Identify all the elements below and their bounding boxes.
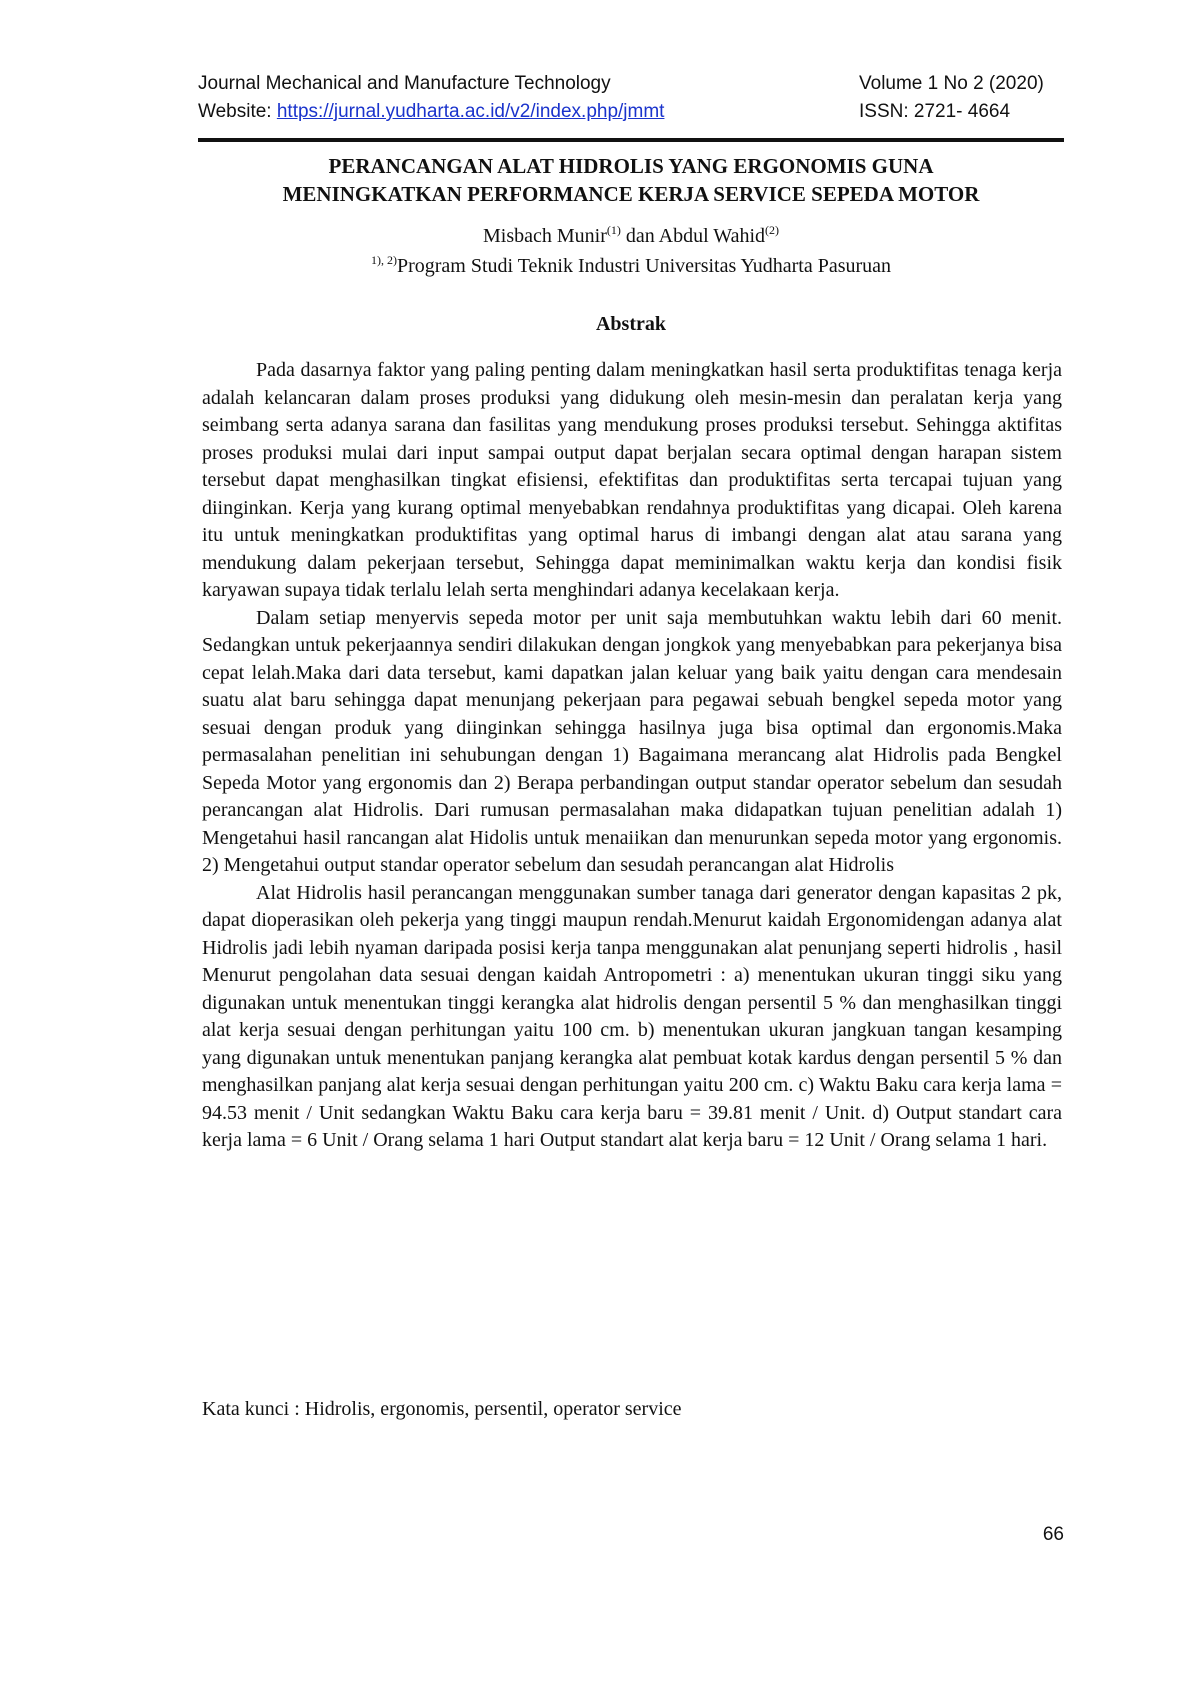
header-row-1 [198, 70, 1064, 98]
website-link[interactable]: https://jurnal.yudharta.ac.id/v2/index.php/jmmt [276, 101, 665, 122]
author-conjunction: dan [620, 225, 659, 247]
abstract-paragraph: Alat Hidrolis hasil perancangan menggunakan sumber tanaga dari generator dengan kapasitas 2 pk, dapat dioperasikan oleh pekerja yang tinggi maupun rendah.Menurut kaidah Ergonomidengan adanya alat Hidrolis jadi lebih nyaman daripada posisi kerja tanpa menggunakan alat penunjang seperti hidrolis , hasil Menurut pengolahan data sesuai dengan kaidah Antropometri : a) menentukan ukuran tinggi siku yang digunakan untuk menentukan tinggi kerangka alat hidrolis dengan persentil 5 % dan menghasilkan tinggi alat kerja sesuai dengan perhitungan yaitu 100 cm. b) menentukan ukuran jangkuan tangan kesamping yang digunakan untuk menentukan panjang kerangka alat pembuat kotak kardus dengan persentil 5 % dan menghasilkan panjang alat kerja sesuai dengan perhitungan yaitu 200 cm. c) Waktu Baku cara kerja lama = 94.53 menit / Unit sedangkan Waktu Baku cara kerja baru = 39.81 menit / Unit. d) Output standart cara kerja lama = 6 Unit / Orang selama 1 hari Output standart alat kerja baru = 12 Unit / Orang selama 1 hari. [202, 881, 1062, 1151]
header-divider [198, 138, 1064, 142]
author-1-mark: (1) [606, 223, 621, 237]
page-number: 66 [1042, 1524, 1064, 1545]
volume-info: Volume 1 No 2 (2020) [859, 73, 1044, 94]
journal-name: Journal Mechanical and Manufacture Technology [198, 73, 611, 94]
paper-title [198, 152, 1064, 208]
website-line [198, 98, 664, 126]
author-line [198, 222, 1064, 250]
author-2-mark: (2) [765, 223, 780, 237]
title-line-1: PERANCANGAN ALAT HIDROLIS YANG ERGONOMIS GUNA [328, 154, 934, 178]
affiliation-text: Program Studi Teknik Industri Universitas Yudharta Pasuruan [396, 255, 892, 277]
header-row-2 [198, 98, 1064, 126]
abstract-body [202, 357, 1062, 1155]
author-2: Abdul Wahid [658, 225, 766, 247]
website-label: Website: [198, 101, 277, 122]
journal-header [198, 70, 1064, 126]
keywords: Kata kunci : Hidrolis, ergonomis, persentil, operator service [202, 1398, 682, 1420]
abstract-paragraph: Dalam setiap menyervis sepeda motor per unit saja membutuhkan waktu lebih dari 60 menit. Sedangkan untuk pekerjaannya sendiri dilakukan dengan jongkok yang menyebabkan para pekerjanya bisa cepat lelah.Maka dari data tersebut, kami dapatkan jalan keluar yang baik yaitu dengan cara mendesain suatu alat baru sehingga dapat menunjang pekerjaan para pegawai sebuah bengkel sepeda motor yang sesuai dengan produk yang diinginkan sehingga hasilnya juga bisa optimal dan ergonomis.Maka permasalahan penelitian ini sehubungan dengan 1) Bagaimana merancang alat Hidrolis pada Bengkel Sepeda Motor yang ergonomis dan 2) Berapa perbandingan output standar operator sebelum dan sesudah perancangan alat Hidrolis. Dari rumusan permasalahan maka didapatkan tujuan penelitian adalah 1) Mengetahui hasil rancangan alat Hidolis untuk menaiikan dan menurunkan sepeda motor yang ergonomis. 2) Mengetahui output standar operator sebelum dan sesudah perancangan alat Hidrolis [202, 606, 1062, 876]
issn-info: ISSN: 2721- 4664 [859, 101, 1011, 122]
affiliation-mark: 1), 2) [370, 253, 397, 267]
author-1: Misbach Munir [482, 225, 607, 247]
affiliation-line [198, 252, 1064, 280]
abstract-paragraph: Pada dasarnya faktor yang paling penting dalam meningkatkan hasil serta produktifitas tenaga kerja adalah kelancaran dalam proses produksi yang didukung oleh mesin-mesin dan peralatan kerja yang seimbang serta adanya sarana dan fasilitas yang mendukung proses produksi tersebut. Sehingga aktifitas proses produksi mulai dari input sampai output dapat berjalan secara optimal dengan harapan sistem tersebut dapat menghasilkan tingkat efisiensi, efektifitas dan produktifitas serta tercapai tujuan yang diinginkan. Kerja yang kurang optimal menyebabkan rendahnya produktifitas yang dicapai. Oleh karena itu untuk meningkatkan produktifitas yang optimal harus di imbangi dengan alat atau sarana yang mendukung dalam pekerjaan tersebut, Sehingga dapat meminimalkan waktu kerja dan kondisi fisik karyawan supaya tidak terlalu lelah serta menghindari adanya kecelakaan kerja. [202, 359, 1062, 601]
title-line-2: MENINGKATKAN PERFORMANCE KERJA SERVICE SEPEDA MOTOR [282, 182, 980, 206]
abstract-heading: Abstrak [595, 313, 666, 335]
